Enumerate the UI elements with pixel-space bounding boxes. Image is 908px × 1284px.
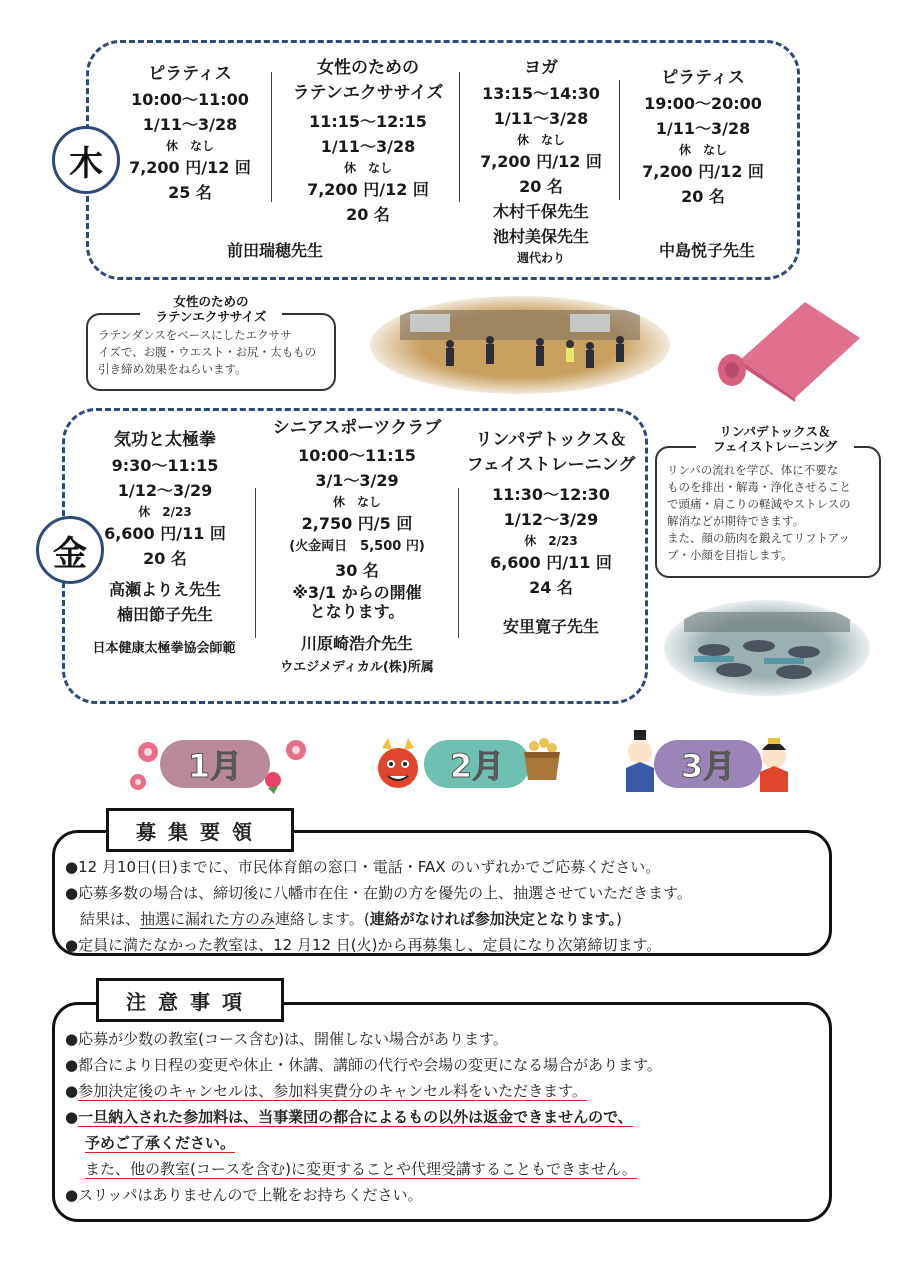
latin-exercise-info-box <box>86 313 336 391</box>
class-name: ヨガ <box>524 58 558 78</box>
friday-class-1 <box>90 428 240 627</box>
class-fee: 7,200 円/12 回 <box>307 180 429 199</box>
class-teacher1: 木村千保先生 <box>492 202 589 221</box>
column-divider <box>255 488 256 638</box>
class-name: 気功と太極拳 <box>114 430 216 450</box>
class-period: 1/12～3/29 <box>117 481 213 500</box>
friday-class-1-org: 日本健康太極拳協会師範 <box>92 641 236 656</box>
recruit-line-3-a: 結果は、 <box>65 910 141 928</box>
class-note1: ※3/1 からの開催 <box>292 583 422 602</box>
bullet: ● <box>65 1108 79 1126</box>
bullet: ● <box>65 1082 79 1100</box>
class-fee: 7,200 円/12 回 <box>642 162 764 181</box>
class-holiday: 休 なし <box>678 143 727 157</box>
class-teacher: 川原崎浩介先生 <box>300 634 413 653</box>
lymph-detox-info-title <box>696 424 854 454</box>
notes-line-6 <box>85 1157 637 1181</box>
latin-exercise-photo <box>370 296 670 394</box>
class-fee: 7,200 円/12 回 <box>480 152 602 171</box>
class-fee-note: (火金両日 5,500 円) <box>289 539 425 554</box>
class-capacity: 20 名 <box>346 205 390 224</box>
recruit-line-2: ●応募多数の場合は、締切後に八幡市在住・在勤の方を優先の上、抽選させていただきます。 <box>65 884 692 902</box>
friday-class-3 <box>466 428 636 639</box>
class-time: 13:15～14:30 <box>482 84 600 103</box>
info-line: ラテンダンスをベースにしたエクササ <box>98 328 292 342</box>
notes-line-4-text: 一旦納入された参加料は、当事業団の都合によるもの以外は返金できませんので、 <box>78 1108 633 1126</box>
class-holiday: 休 なし <box>165 139 214 153</box>
thursday-class-2 <box>278 56 458 227</box>
class-capacity: 20 名 <box>681 187 725 206</box>
notes-line-5 <box>85 1131 235 1155</box>
info-line: で頭痛・肩こりの軽減やストレスの <box>667 497 851 511</box>
info-line: プ・小顔を目指します。 <box>667 548 793 562</box>
class-time: 9:30～11:15 <box>111 456 219 475</box>
class-capacity: 25 名 <box>168 183 212 202</box>
column-divider <box>459 72 460 202</box>
recruit-line-3-underlined: 抽選に漏れた方のみ <box>140 910 276 928</box>
class-holiday: 休 なし <box>332 495 381 509</box>
february-bean-box-icon <box>520 734 564 784</box>
info-line: リンパの流れを学び、体に不要な <box>667 463 839 477</box>
notes-line-6-text: また、他の教室(コースを含む)に変更することや代理受講することもできません。 <box>85 1160 637 1178</box>
column-divider <box>271 72 272 202</box>
info-line: 解消などが期待できます。 <box>667 514 805 528</box>
column-divider <box>458 488 459 638</box>
thursday-class-4 <box>628 66 778 209</box>
recruit-line-3-bold: 連絡がなければ参加決定となります。 <box>369 910 616 928</box>
notes-title: 注意事項 <box>96 978 284 1022</box>
class-fee: 6,600 円/11 回 <box>104 524 226 543</box>
recruit-line-3-e: ) <box>616 910 622 928</box>
info-line: イズで、お腹・ウエスト・お尻・太ももの <box>98 345 317 359</box>
class-fee: 2,750 円/5 回 <box>301 514 413 533</box>
class-holiday: 休 なし <box>516 133 565 147</box>
lymph-detox-photo <box>664 600 870 696</box>
thursday-day-badge: 木 <box>52 126 120 194</box>
yoga-mat-illustration <box>710 290 870 405</box>
recruit-line-4: ●定員に満たなかった教室は、12 月12 日(火)から再募集し、定員になり次第締切ます。 <box>65 936 662 954</box>
column-divider <box>619 80 620 200</box>
class-name: シニアスポーツクラブ <box>272 418 442 438</box>
recruit-line-3-c: 連絡します。( <box>275 910 370 928</box>
class-teacher2: 楠田節子先生 <box>116 605 213 624</box>
class-name-line1: 女性のための <box>317 58 419 78</box>
friday-day-badge: 金 <box>36 516 104 584</box>
class-name-line2: フェイストレーニング <box>466 455 636 475</box>
info-title-line2: フェイストレーニング <box>712 439 837 454</box>
recruitment-title: 募集要領 <box>106 808 294 852</box>
recruit-line-3 <box>65 907 622 931</box>
class-teacher1: 高瀬よりえ先生 <box>108 580 221 599</box>
thursday-class-1 <box>120 62 260 205</box>
class-period: 1/11～3/28 <box>142 115 238 134</box>
class-holiday: 休 2/23 <box>524 534 578 548</box>
month-label-march: 3月 <box>654 740 762 788</box>
thursday-class-1-teacher: 前田瑞穂先生 <box>226 241 323 260</box>
month-label-january: 1月 <box>160 740 270 788</box>
class-period: 1/11～3/28 <box>655 119 751 138</box>
class-fee: 6,600 円/11 回 <box>490 553 612 572</box>
class-holiday: 休 2/23 <box>138 505 192 519</box>
notes-line-7: ●スリッパはありませんので上靴をお持ちください。 <box>65 1186 423 1204</box>
class-name: ピラティス <box>661 68 745 88</box>
notes-line-2: ●都合により日程の変更や休止・休講、講師の代行や会場の変更になる場合があります。 <box>65 1056 662 1074</box>
class-teacher-org: ウエジメディカル(株)所属 <box>280 660 434 675</box>
lymph-detox-info-box <box>655 446 881 578</box>
class-capacity: 24 名 <box>529 578 573 597</box>
class-teacher: 安里寛子先生 <box>502 617 599 636</box>
notes-line-5-text: 予めご了承ください。 <box>85 1134 236 1152</box>
class-period: 1/11～3/28 <box>493 109 589 128</box>
february-oni-mask-icon <box>372 736 424 792</box>
info-line: また、顔の筋肉を鍛えてリフトアッ <box>667 531 850 545</box>
class-time: 19:00～20:00 <box>644 94 762 113</box>
class-holiday: 休 なし <box>343 161 392 175</box>
class-time: 10:00～11:15 <box>298 446 416 465</box>
notes-line-3 <box>65 1079 587 1103</box>
info-line: ものを排出・解毒・浄化させること <box>667 480 851 494</box>
info-title-line2: ラテンエクササイズ <box>155 309 267 324</box>
notes-line-1: ●応募が少数の教室(コース含む)は、開催しない場合があります。 <box>65 1030 508 1048</box>
month-label-february: 2月 <box>424 740 530 788</box>
notes-line-3-text: 参加決定後のキャンセルは、参加料実費分のキャンセル料をいただきます。 <box>78 1082 587 1100</box>
recruit-line-1: ●12 月10日(日)までに、市民体育館の窓口・電話・FAX のいずれかでご応募ください。 <box>65 858 661 876</box>
class-period: 1/11～3/28 <box>320 137 416 156</box>
latin-exercise-info-title <box>140 294 282 324</box>
friday-class-2 <box>262 416 452 680</box>
class-time: 11:30～12:30 <box>492 485 610 504</box>
info-line: 引き締め効果をねらいます。 <box>98 362 247 376</box>
class-period: 3/1～3/29 <box>315 471 399 490</box>
thursday-class-4-teacher: 中島悦子先生 <box>658 241 755 260</box>
class-period: 1/12～3/29 <box>503 510 599 529</box>
class-name-line1: リンパデトックス＆ <box>475 430 627 450</box>
class-teacher2: 池村美保先生 <box>492 227 589 246</box>
class-note2: となります。 <box>309 602 405 621</box>
class-capacity: 20 名 <box>143 549 187 568</box>
class-capacity: 30 名 <box>335 561 379 580</box>
notes-box <box>52 1002 832 1222</box>
class-capacity: 20 名 <box>519 177 563 196</box>
info-title-line1: 女性のための <box>173 294 249 309</box>
class-fee: 7,200 円/12 回 <box>129 158 251 177</box>
class-name: ピラティス <box>148 64 232 84</box>
class-name-line2: ラテンエクササイズ <box>292 83 444 103</box>
class-teacher-note: 週代わり <box>516 251 565 265</box>
class-time: 11:15～12:15 <box>309 112 427 131</box>
thursday-class-3 <box>466 56 616 267</box>
class-time: 10:00～11:00 <box>131 90 249 109</box>
info-title-line1: リンパデトックス＆ <box>719 424 831 439</box>
notes-line-4 <box>65 1105 633 1129</box>
